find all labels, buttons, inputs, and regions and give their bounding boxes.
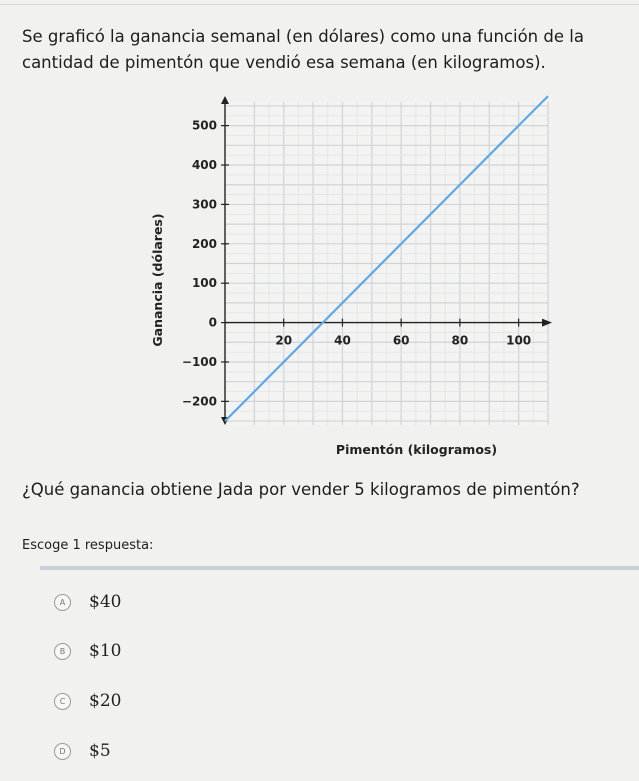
choice-b-letter: B (54, 643, 71, 660)
y-tick-label: 500 (191, 118, 217, 133)
choice-b[interactable] (54, 637, 121, 665)
choice-a-value: $40 (89, 592, 122, 612)
x-tick-label: 20 (275, 333, 293, 348)
divider (40, 566, 639, 570)
choice-c[interactable] (54, 687, 121, 715)
profit-chart (140, 90, 560, 470)
question-stem: Se graficó la ganancia semanal (en dólares) como una función de la cantidad de pimentón que vendió esa semana (en kilogramos). (22, 27, 584, 72)
y-tick-label: 200 (191, 236, 217, 251)
choice-a[interactable] (54, 588, 121, 616)
choice-d-value: $5 (89, 741, 111, 761)
y-tick-label: 100 (191, 276, 217, 291)
x-tick-label: 40 (334, 333, 351, 348)
choice-c-value: $20 (89, 691, 122, 711)
choice-d[interactable] (54, 737, 111, 765)
y-axis-arrow-up (221, 96, 229, 104)
question-prompt: ¿Qué ganancia obtiene Jada por vender 5 kilogramos de pimentón? (22, 480, 580, 499)
choice-d-letter: D (54, 743, 71, 760)
answer-instruction: Escoge 1 respuesta: (22, 538, 154, 553)
y-tick-label: 0 (208, 315, 217, 330)
y-axis-label: Ganancia (dólares) (150, 213, 165, 347)
y-tick-label: 300 (191, 197, 217, 212)
y-tick-label: −100 (181, 354, 217, 369)
top-rule (0, 4, 639, 5)
y-tick-label: −200 (181, 394, 217, 409)
x-tick-label: 60 (392, 333, 410, 348)
x-tick-label: 80 (451, 333, 469, 348)
choice-a-letter: A (54, 594, 71, 611)
x-axis-label: Pimentón (kilogramos) (335, 442, 498, 457)
choice-c-letter: C (54, 693, 71, 710)
x-tick-label: 100 (506, 333, 532, 348)
y-tick-label: 400 (191, 158, 217, 173)
choice-b-value: $10 (89, 641, 122, 661)
